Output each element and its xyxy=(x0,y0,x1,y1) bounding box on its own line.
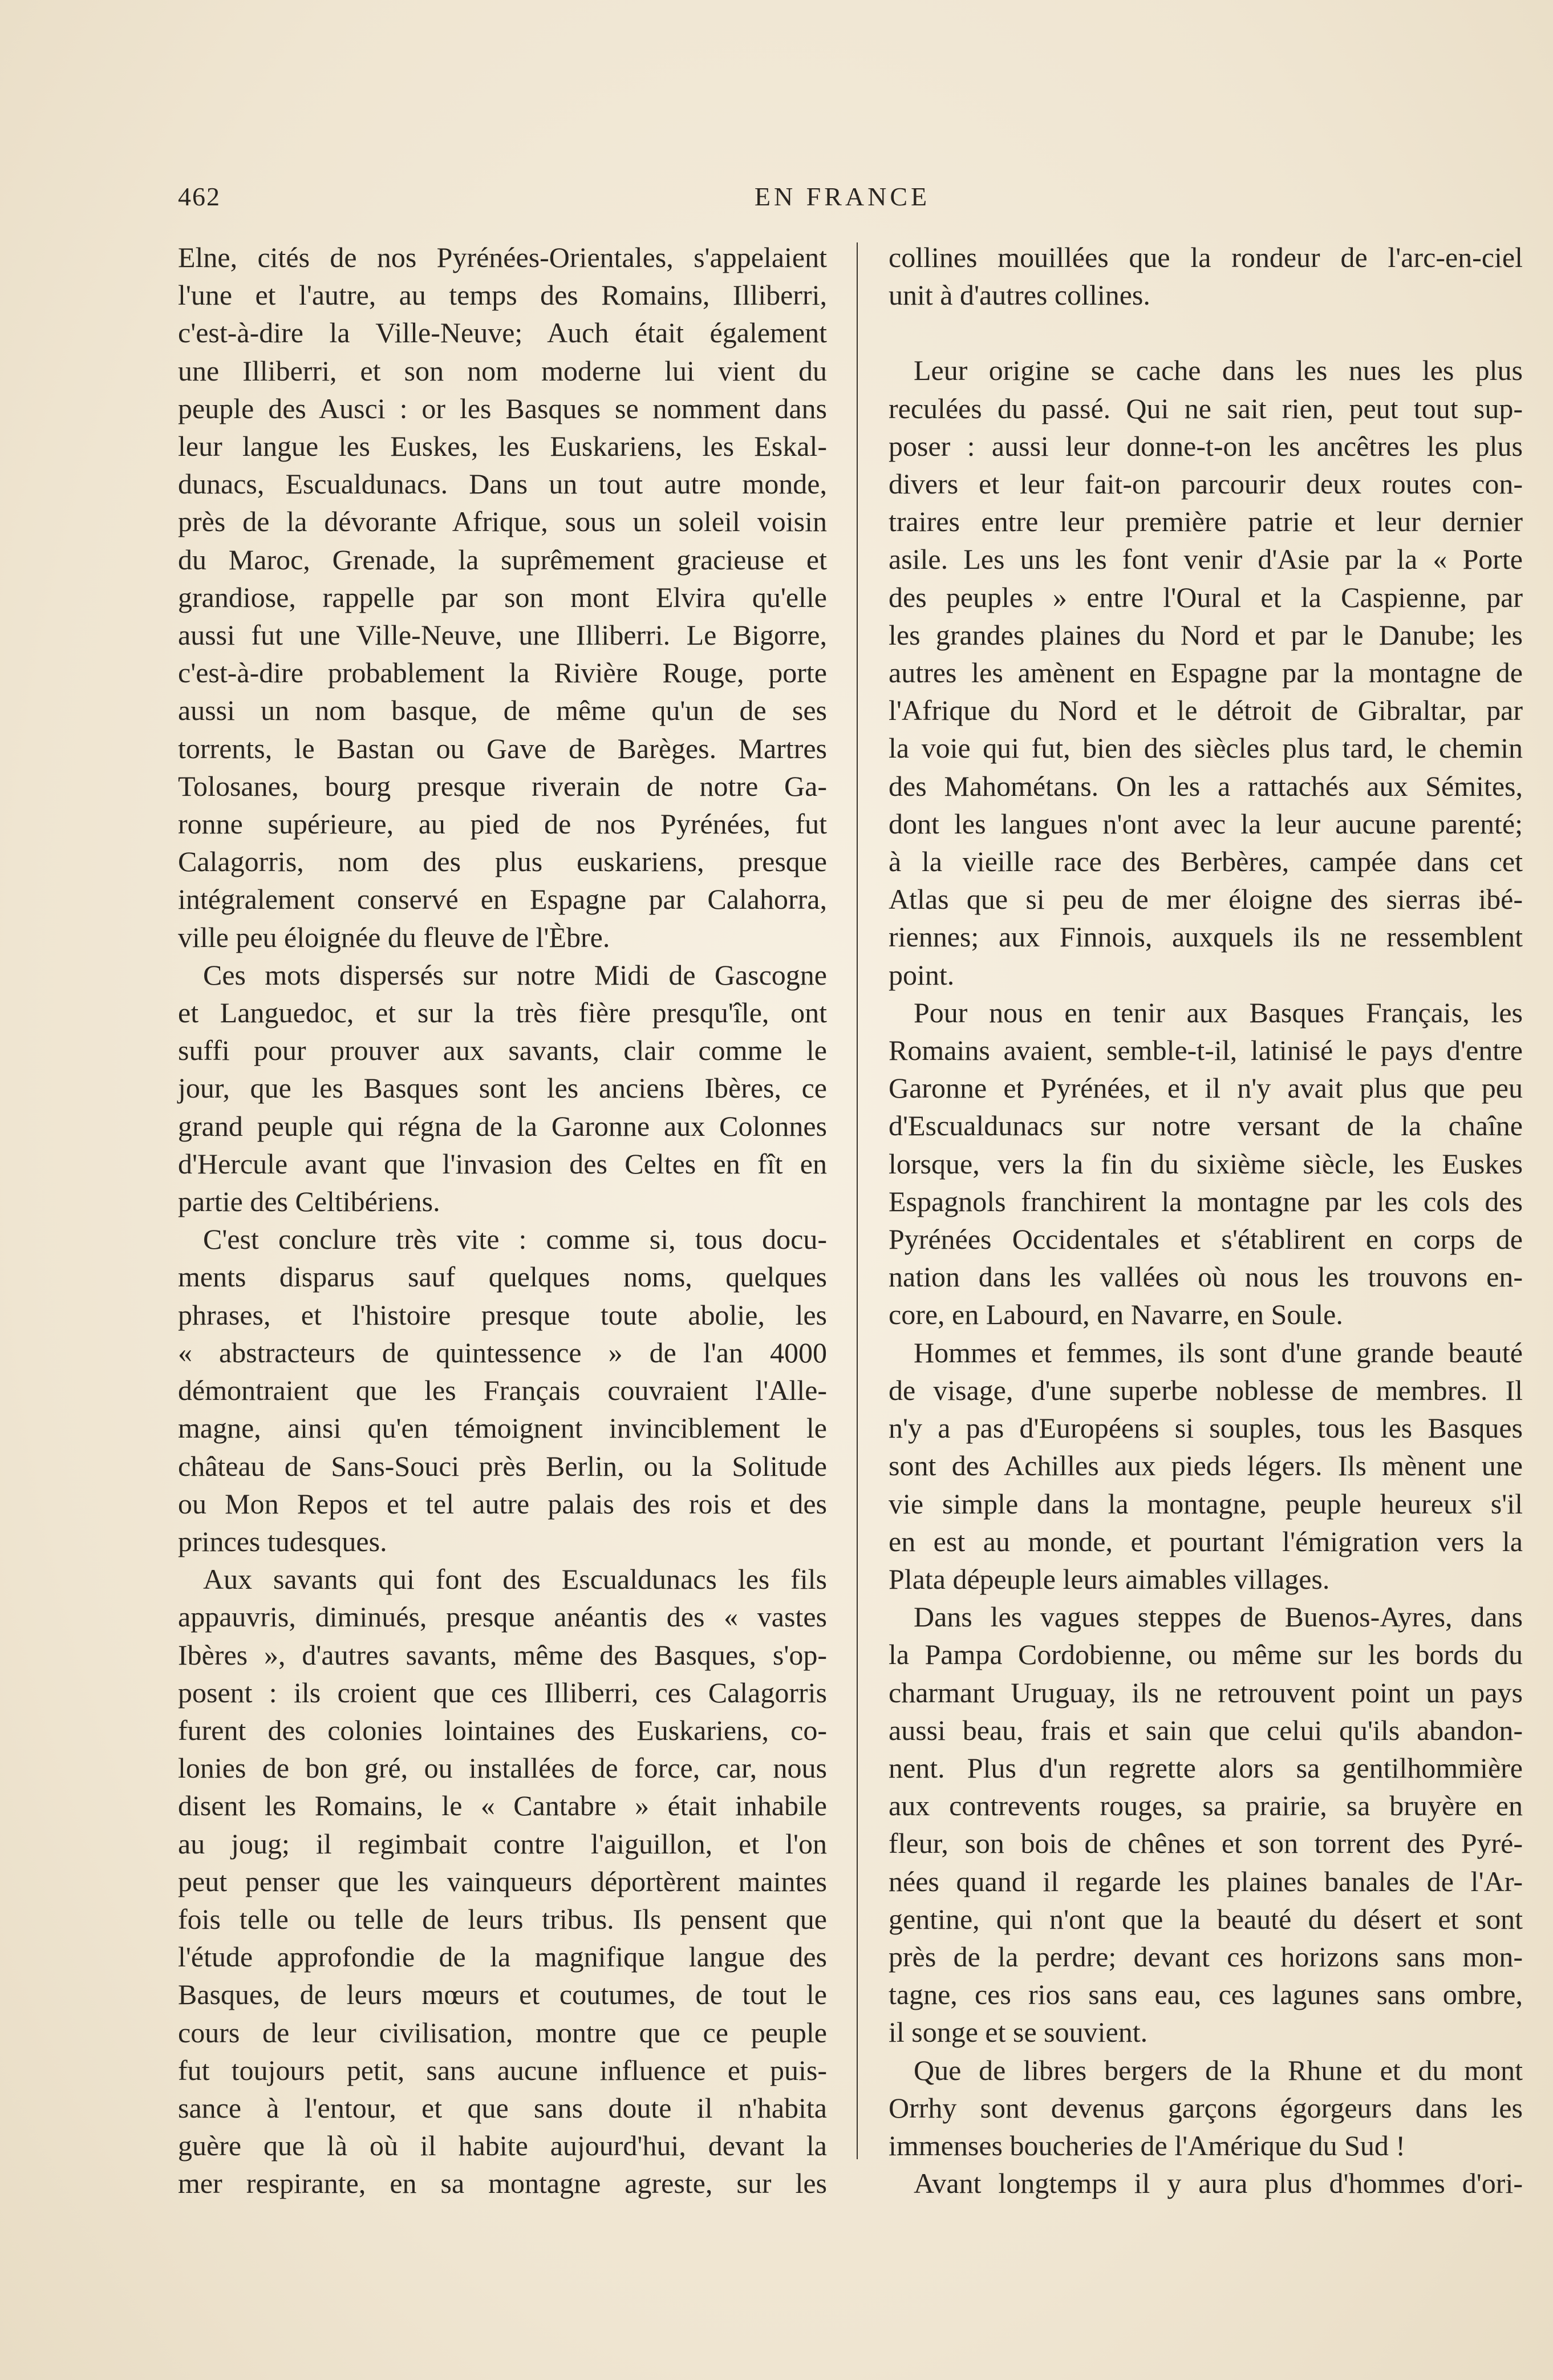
text-line: Plata dépeuple leurs aimables villages. xyxy=(889,1563,1330,1595)
text-line: à la vieille race des Berbères, campée dans cet xyxy=(889,845,1523,878)
text-line: nent. Plus d'un regrette alors sa gentilhommière xyxy=(889,1751,1523,1784)
text-line: Dans les vagues steppes de Buenos-Ayres, dans xyxy=(914,1601,1523,1633)
text-line: château de Sans-Souci près Berlin, ou la Solitude xyxy=(178,1450,827,1482)
text-line: peut penser que les vainqueurs déportèrent maintes xyxy=(178,1865,827,1897)
text-line: core, en Labourd, en Navarre, en Soule. xyxy=(889,1298,1343,1331)
text-line: c'est-à-dire la Ville-Neuve; Auch était également xyxy=(178,317,827,349)
text-line: fleur, son bois de chênes et son torrent des Pyré- xyxy=(889,1827,1523,1860)
text-line: ronne supérieure, au pied de nos Pyrénées, fut xyxy=(178,808,827,840)
text-line: Aux savants qui font des Escualdunacs les fils xyxy=(203,1563,827,1596)
text-line: leur langue les Euskes, les Euskariens, les Eskal- xyxy=(178,430,827,463)
text-line: d'Hercule avant que l'invasion des Celtes en fît en xyxy=(178,1147,827,1180)
text-line: aussi fut une Ville-Neuve, une Illiberri. Le Bigorre, xyxy=(178,619,827,651)
text-line: Avant longtemps il y aura plus d'hommes d'ori- xyxy=(914,2167,1523,2200)
text-line: lorsque, vers la fin du sixième siècle, les Euskes xyxy=(889,1147,1523,1180)
text-line: Atlas que si peu de mer éloigne des sierras ibé- xyxy=(889,883,1523,916)
text-line: n'y a pas d'Européens si souples, tous les Basques xyxy=(889,1412,1523,1444)
text-line: ou Mon Repos et tel autre palais des rois et des xyxy=(178,1487,827,1520)
text-line: peuple des Ausci : or les Basques se nomment dans xyxy=(178,392,827,424)
text-line: la Pampa Cordobienne, ou même sur les bords du xyxy=(889,1638,1523,1671)
text-line: lonies de bon gré, ou installées de force, car, nous xyxy=(178,1752,827,1784)
text-line: de visage, d'une superbe noblesse de membres. Il xyxy=(889,1374,1523,1406)
text-line: princes tudesques. xyxy=(178,1525,387,1557)
page-header xyxy=(178,181,1507,216)
text-line: Basques, de leurs mœurs et coutumes, de tout le xyxy=(178,1978,827,2011)
text-line: Ces mots dispersés sur notre Midi de Gascogne xyxy=(203,958,827,991)
text-line: jour, que les Basques sont les anciens Ibères, ce xyxy=(178,1072,827,1104)
text-line: guère que là où il habite aujourd'hui, devant la xyxy=(178,2130,827,2162)
text-line: l'étude approfondie de la magnifique langue des xyxy=(178,1941,827,1973)
text-line: dunacs, Escualdunacs. Dans un tout autre monde, xyxy=(178,468,827,500)
text-line: en est au monde, et pourtant l'émigration vers la xyxy=(889,1525,1523,1557)
text-line: asile. Les uns les font venir d'Asie par la « Porte xyxy=(889,543,1523,576)
text-line: il songe et se souvient. xyxy=(889,2016,1148,2049)
text-line: reculées du passé. Qui ne sait rien, peut tout sup- xyxy=(889,392,1523,424)
text-line: la voie qui fut, bien des siècles plus tard, le chemin xyxy=(889,732,1523,764)
text-line: nées quand il regarde les plaines banales de l'Ar- xyxy=(889,1865,1523,1897)
text-line: autres les amènent en Espagne par la montagne de xyxy=(889,657,1523,689)
text-line: unit à d'autres collines. xyxy=(889,279,1150,311)
text-line: posent : ils croient que ces Illiberri, ces Calagorris xyxy=(178,1676,827,1709)
paragraph-gap xyxy=(889,314,1523,351)
text-line: l'une et l'autre, au temps des Romains, Illiberri, xyxy=(178,279,827,311)
text-line: du Maroc, Grenade, la suprêmement gracieuse et xyxy=(178,543,827,576)
text-line: fois telle ou telle de leurs tribus. Ils pensent que xyxy=(178,1903,827,1935)
text-line: magne, ainsi qu'en témoignent invinciblement le xyxy=(178,1412,827,1444)
text-line: C'est conclure très vite : comme si, tous docu- xyxy=(203,1223,827,1256)
text-line: sance à l'entour, et que sans doute il n'habita xyxy=(178,2091,827,2124)
text-line: l'Afrique du Nord et le détroit de Gibraltar, par xyxy=(889,694,1523,727)
text-line: riennes; aux Finnois, auxquels ils ne ressemblent xyxy=(889,921,1523,953)
text-line: grand peuple qui régna de la Garonne aux Colonnes xyxy=(178,1110,827,1142)
running-title: EN FRANCE xyxy=(754,182,931,211)
text-line: Romains avaient, semble-t-il, latinisé le pays d'entre xyxy=(889,1034,1523,1067)
text-line: disent les Romains, le « Cantabre » était inhabile xyxy=(178,1790,827,1822)
text-line: aussi beau, frais et sain que celui qu'ils abandon- xyxy=(889,1714,1523,1746)
text-line: et Languedoc, et sur la très fière presqu'île, ont xyxy=(178,997,827,1029)
page-number: 462 xyxy=(178,182,221,211)
right-column xyxy=(889,238,1523,2202)
text-line: partie des Celtibériens. xyxy=(178,1185,440,1218)
text-line: intégralement conservé en Espagne par Calahorra, xyxy=(178,883,827,916)
text-line: les grandes plaines du Nord et par le Danube; les xyxy=(889,618,1523,651)
text-line: des peuples » entre l'Oural et la Caspienne, par xyxy=(889,581,1523,613)
text-line: Leur origine se cache dans les nues les plus xyxy=(914,354,1523,387)
text-line: Calagorris, nom des plus euskariens, presque xyxy=(178,845,827,878)
text-line: Ibères », d'autres savants, même des Basques, s'op- xyxy=(178,1638,827,1671)
text-line: c'est-à-dire probablement la Rivière Rouge, porte xyxy=(178,657,827,689)
text-line: Pour nous en tenir aux Basques Français, les xyxy=(914,996,1523,1029)
text-line: gentine, qui n'ont que la beauté du désert et sont xyxy=(889,1903,1523,1935)
text-line: mer respirante, en sa montagne agreste, sur les xyxy=(178,2167,827,2200)
text-line: Orrhy sont devenus garçons égorgeurs dans les xyxy=(889,2091,1523,2124)
text-line: Espagnols franchirent la montagne par les cols des xyxy=(889,1185,1523,1217)
text-line: divers et leur fait-on parcourir deux routes con- xyxy=(889,468,1523,500)
text-line: Garonne et Pyrénées, et il n'y avait plus que peu xyxy=(889,1072,1523,1104)
text-line: furent des colonies lointaines des Euskariens, co- xyxy=(178,1714,827,1746)
text-line: suffi pour prouver aux savants, clair comme le xyxy=(178,1034,827,1067)
text-line: d'Escualdunacs sur notre versant de la chaîne xyxy=(889,1110,1523,1142)
text-line: tagne, ces rios sans eau, ces lagunes sans ombre, xyxy=(889,1978,1523,2011)
text-line: près de la dévorante Afrique, sous un soleil voisin xyxy=(178,505,827,538)
text-line: des Mahométans. On les a rattachés aux Sémites, xyxy=(889,770,1523,802)
text-line: fut toujours petit, sans aucune influence et puis- xyxy=(178,2054,827,2086)
text-line: Hommes et femmes, ils sont d'une grande beauté xyxy=(914,1336,1523,1369)
text-line: Tolosanes, bourg presque riverain de notre Ga- xyxy=(178,770,827,802)
left-column xyxy=(178,238,827,2203)
text-line: démontraient que les Français couvraient l'Alle- xyxy=(178,1374,827,1407)
text-line: au joug; il regimbait contre l'aiguillon, et l'on xyxy=(178,1827,827,1860)
text-line: une Illiberri, et son nom moderne lui vient du xyxy=(178,354,827,387)
text-line: collines mouillées que la rondeur de l'arc-en-ciel xyxy=(889,241,1523,273)
text-line: point. xyxy=(889,958,955,991)
text-line: sont des Achilles aux pieds légers. Ils mènent une xyxy=(889,1450,1523,1482)
text-line: « abstracteurs de quintessence » de l'an 4000 xyxy=(178,1336,827,1369)
text-line: dont les langues n'ont avec la leur aucune parenté; xyxy=(889,807,1523,840)
text-line: grandiose, rappelle par son mont Elvira qu'elle xyxy=(178,581,827,613)
text-line: appauvris, diminués, presque anéantis des « vastes xyxy=(178,1601,827,1633)
text-line: traires entre leur première patrie et leur dernier xyxy=(889,505,1523,538)
text-line: immenses boucheries de l'Amérique du Sud ! xyxy=(889,2129,1406,2162)
text-line: nation dans les vallées où nous les trouvons en- xyxy=(889,1261,1523,1293)
text-line: Pyrénées Occidentales et s'établirent en corps de xyxy=(889,1223,1523,1256)
text-line: cours de leur civilisation, montre que ce peuple xyxy=(178,2016,827,2049)
text-line: vie simple dans la montagne, peuple heureux s'il xyxy=(889,1487,1523,1520)
text-line: aussi un nom basque, de même qu'un de ses xyxy=(178,694,827,727)
text-line: torrents, le Bastan ou Gave de Barèges. Martres xyxy=(178,732,827,764)
text-line: Elne, cités de nos Pyrénées-Orientales, s'appelaient xyxy=(178,241,827,273)
text-line: phrases, et l'histoire presque toute abolie, les xyxy=(178,1298,827,1331)
text-line: ville peu éloignée du fleuve de l'Èbre. xyxy=(178,921,610,953)
text-line: aux contrevents rouges, sa prairie, sa bruyère en xyxy=(889,1790,1523,1822)
text-line: ments disparus sauf quelques noms, quelques xyxy=(178,1261,827,1293)
text-line: charmant Uruguay, ils ne retrouvent point un pays xyxy=(889,1676,1523,1709)
column-divider xyxy=(857,242,858,2159)
text-line: Que de libres bergers de la Rhune et du mont xyxy=(914,2054,1523,2086)
text-line: poser : aussi leur donne-t-on les ancêtres les plus xyxy=(889,430,1523,462)
text-line: près de la perdre; devant ces horizons sans mon- xyxy=(889,1940,1523,1973)
